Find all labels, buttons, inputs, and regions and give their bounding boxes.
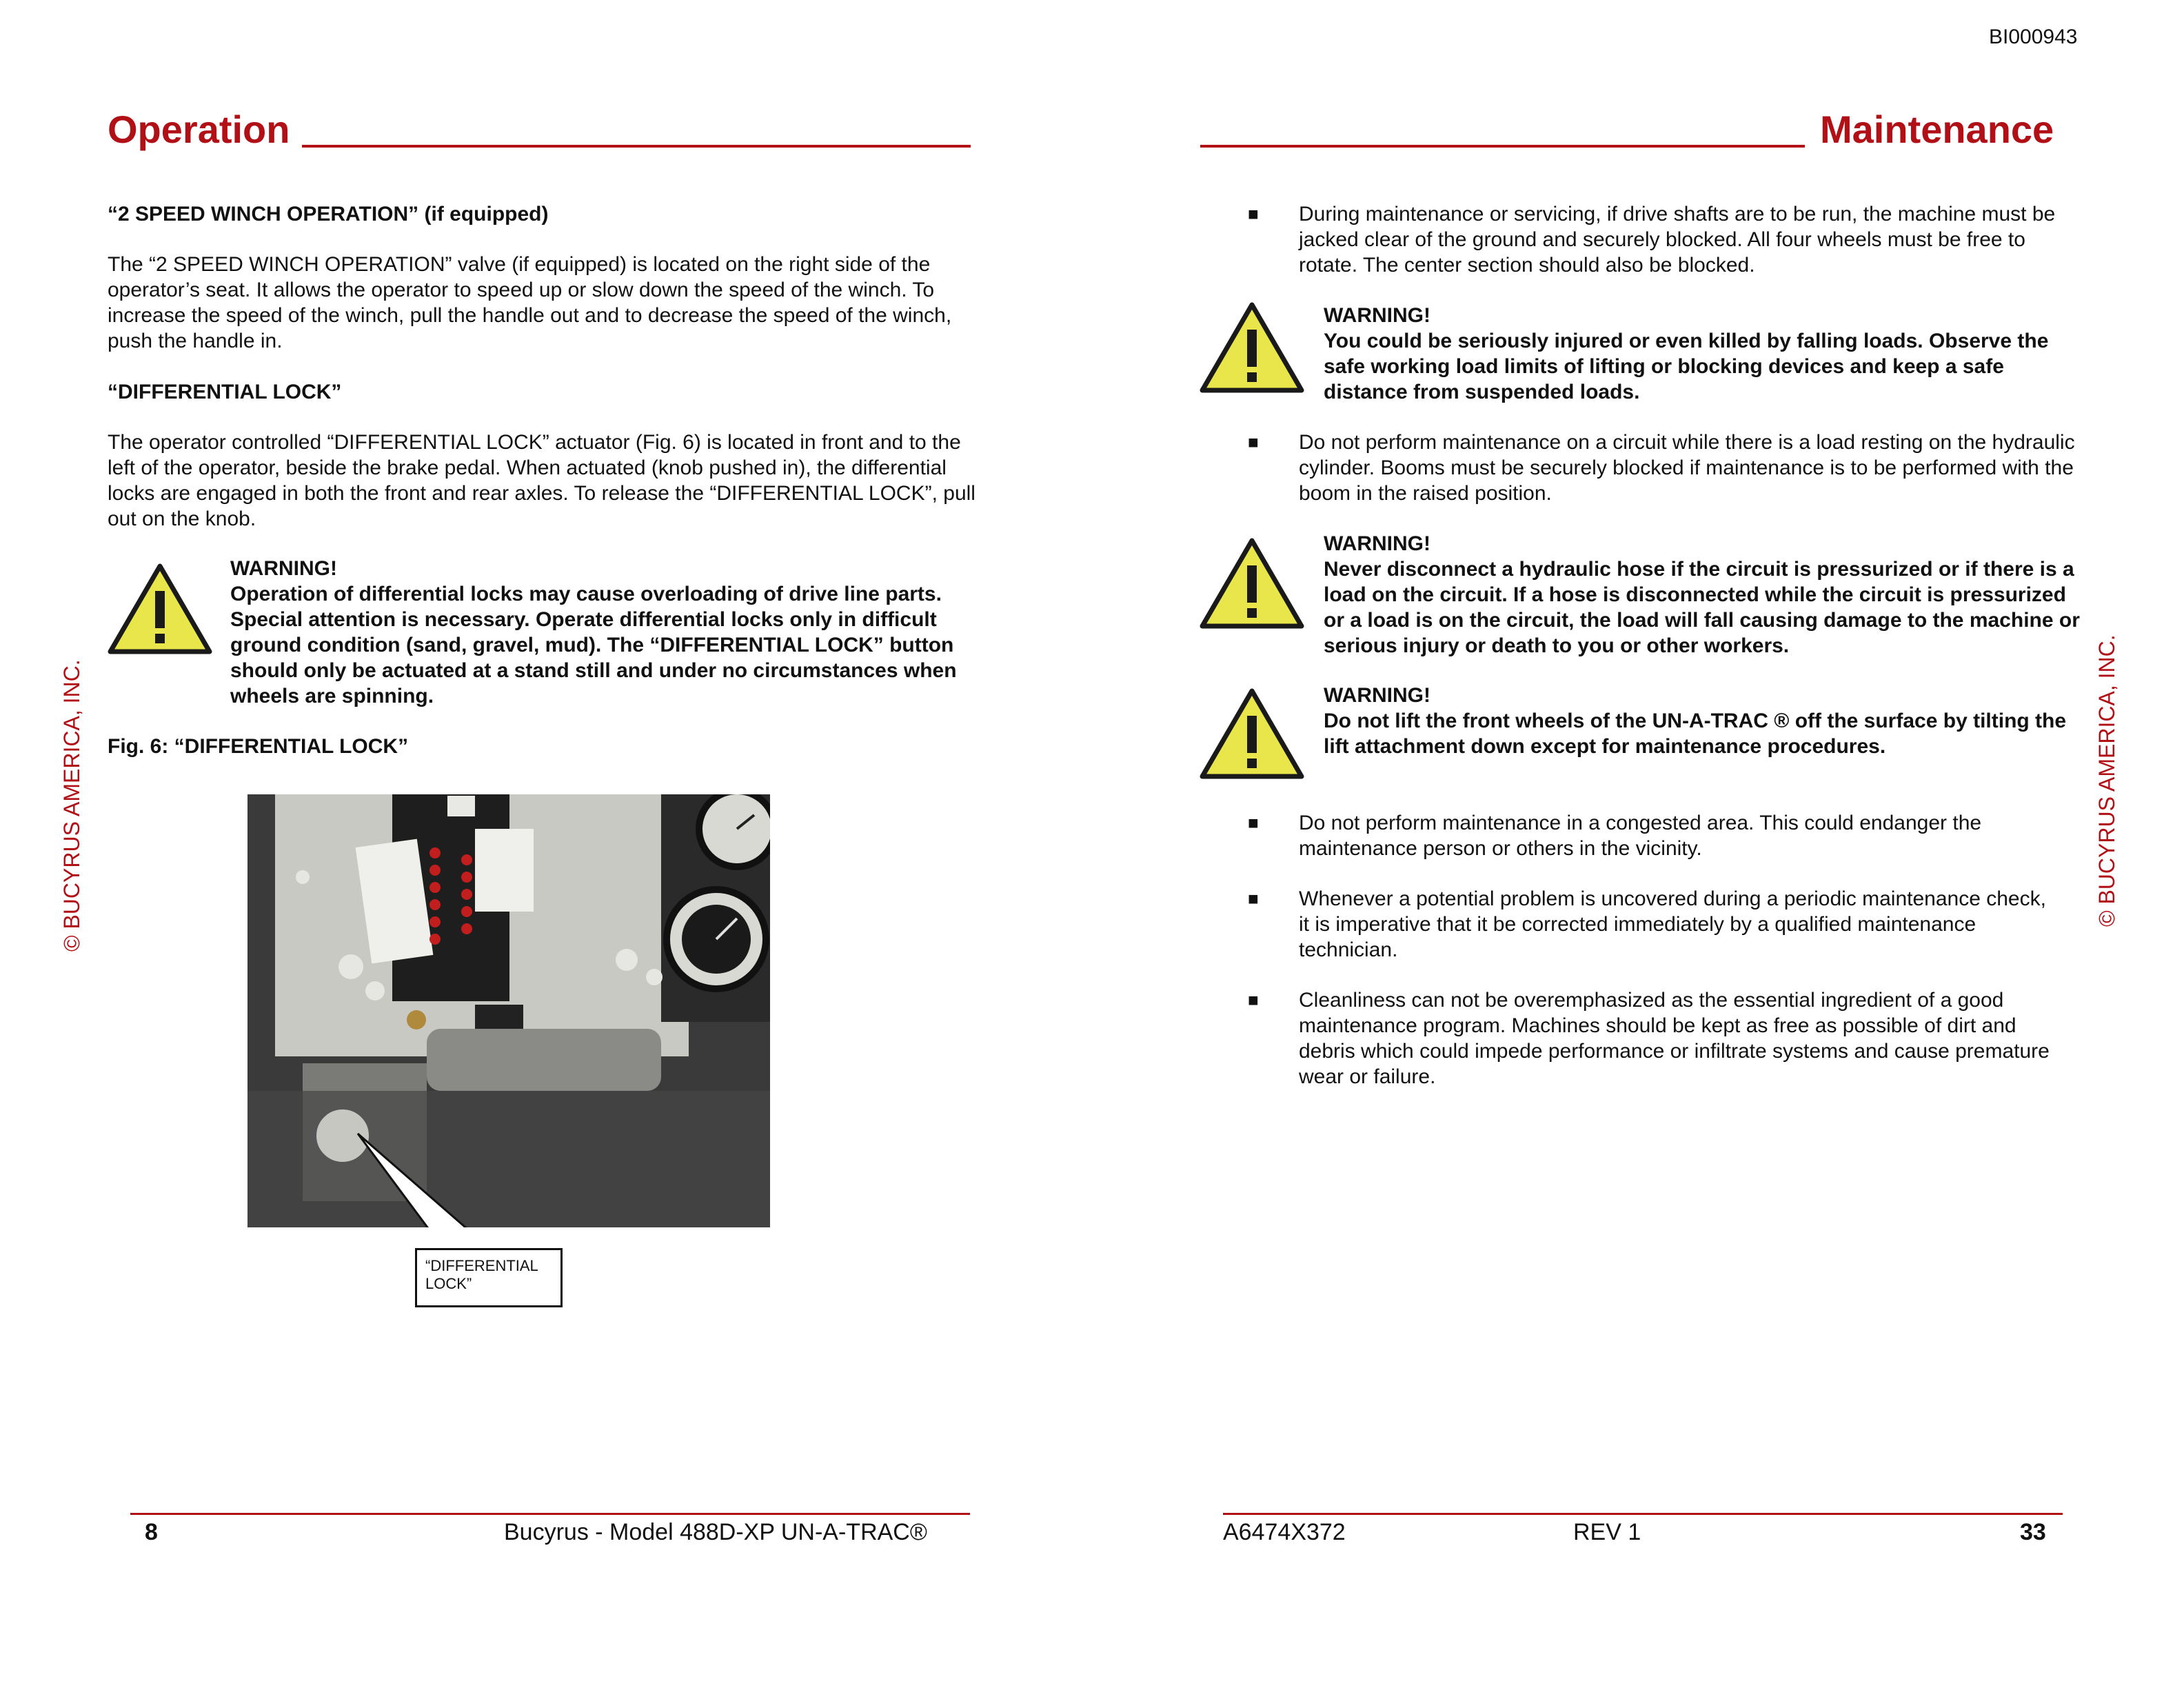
diff-body: The operator controlled “DIFFERENTIAL LOCK” actuator (Fig. 6) is located in front and to the left of the operator, beside the brake pedal. When actuated (knob pushed in), the differential locks are engaged in both the front and rear axles. To release the “DIFFERENTIAL LOCK”, pull out on the knob. [108,431,975,530]
bullet-marker: ■ [1248,888,1259,909]
maintenance-bullet-4: Whenever a potential problem is uncovered during a periodic maintenance check, it is imperative that it be corrected immediately by a qualified maintenance technician. [1299,887,2046,961]
warning-3-title: WARNING! [1324,684,1430,707]
differential-lock-photo [247,794,770,1227]
right-footer-revision: REV 1 [1573,1519,1641,1545]
left-warning-title: WARNING! [230,557,337,580]
warning-2-body: Never disconnect a hydraulic hose if the circuit is pressurized or if there is a load on the circuit. If a hose is disconnected while the circuit is pressurized or a load is on the circuit, the load will fall causing damage to the machine or serious injury or death to you or other workers. [1324,558,2080,657]
left-footer-page-number: 8 [145,1519,158,1545]
right-footer-doc-number: A6474X372 [1223,1519,1346,1545]
right-copyright: © BUCYRUS AMERICA, INC. [2094,634,2119,927]
warning-triangle-icon [1198,536,1306,630]
bullet-marker: ■ [1248,989,1259,1010]
document-number: BI000943 [1989,26,2078,48]
figure-caption: Fig. 6: “DIFFERENTIAL LOCK” [108,735,409,758]
warning-3-body: Do not lift the front wheels of the UN-A-TRAC ® off the surface by tilting the lift attachment down except for maintenance procedures. [1324,710,2067,758]
warning-triangle-icon [1198,301,1306,394]
maintenance-bullet-2: Do not perform maintenance on a circuit while there is a load resting on the hydraulic cylinder. Booms must be securely blocked if maintenance is to be performed with the boom in the raised position. [1299,431,2075,505]
warning-1-title: WARNING! [1324,304,1430,327]
maintenance-bullet-1: During maintenance or servicing, if drive shafts are to be run, the machine must be jacked clear of the ground and securely blocked. All four wheels must be free to rotate. The center section should also be blocked. [1299,203,2056,277]
callout-box [415,1248,563,1307]
left-footer-title: Bucyrus - Model 488D-XP UN-A-TRAC® [504,1519,927,1545]
bullet-marker: ■ [1248,812,1259,833]
warning-1-body: You could be seriously injured or even killed by falling loads. Observe the safe working load limits of lifting or blocking devices and keep a safe distance from suspended loads. [1324,330,2049,403]
left-warning-body: Operation of differential locks may cause overloading of drive line parts. Special attention is necessary. Operate differential locks only in difficult ground condition (sand, gravel, mud). The “DIFFERENTIAL LOCK” button should only be actuated at a stand still and under no circumstances when wheels are spinning. [230,583,957,707]
maintenance-bullet-5: Cleanliness can not be overemphasized as the essential ingredient of a good maintenance program. Machines should be kept as free as possible of dirt and debris which could impede performance or infiltrate systems and cause premature wear or failure. [1299,989,2050,1088]
left-title-rule [302,145,971,148]
maintenance-bullet-3: Do not perform maintenance in a congested area. This could endanger the maintenance person or others in the vicinity. [1299,812,1982,860]
winch-body: The “2 SPEED WINCH OPERATION” valve (if equipped) is located on the right side of the operator’s seat. It allows the operator to speed up or slow down the speed of the winch. To increase the speed of the winch, pull the handle out and to decrease the speed of the winch, push the handle in. [108,253,952,352]
warning-triangle-icon [106,562,214,656]
bullet-marker: ■ [1248,203,1259,224]
callout-line1: “DIFFERENTIAL [425,1257,538,1274]
right-footer-page-number: 33 [2020,1519,2046,1545]
right-section-title: Maintenance [1820,108,2054,151]
diff-heading: “DIFFERENTIAL LOCK” [108,381,342,403]
winch-heading: “2 SPEED WINCH OPERATION” (if equipped) [108,203,549,225]
warning-triangle-icon [1198,687,1306,781]
left-footer-rule [130,1513,970,1515]
bullet-marker: ■ [1248,432,1259,452]
right-title-rule [1200,145,1805,148]
callout-line2: LOCK” [425,1275,472,1292]
warning-2-title: WARNING! [1324,532,1430,555]
left-copyright: © BUCYRUS AMERICA, INC. [59,659,84,952]
left-section-title: Operation [108,108,290,151]
right-footer-rule [1223,1513,2063,1515]
